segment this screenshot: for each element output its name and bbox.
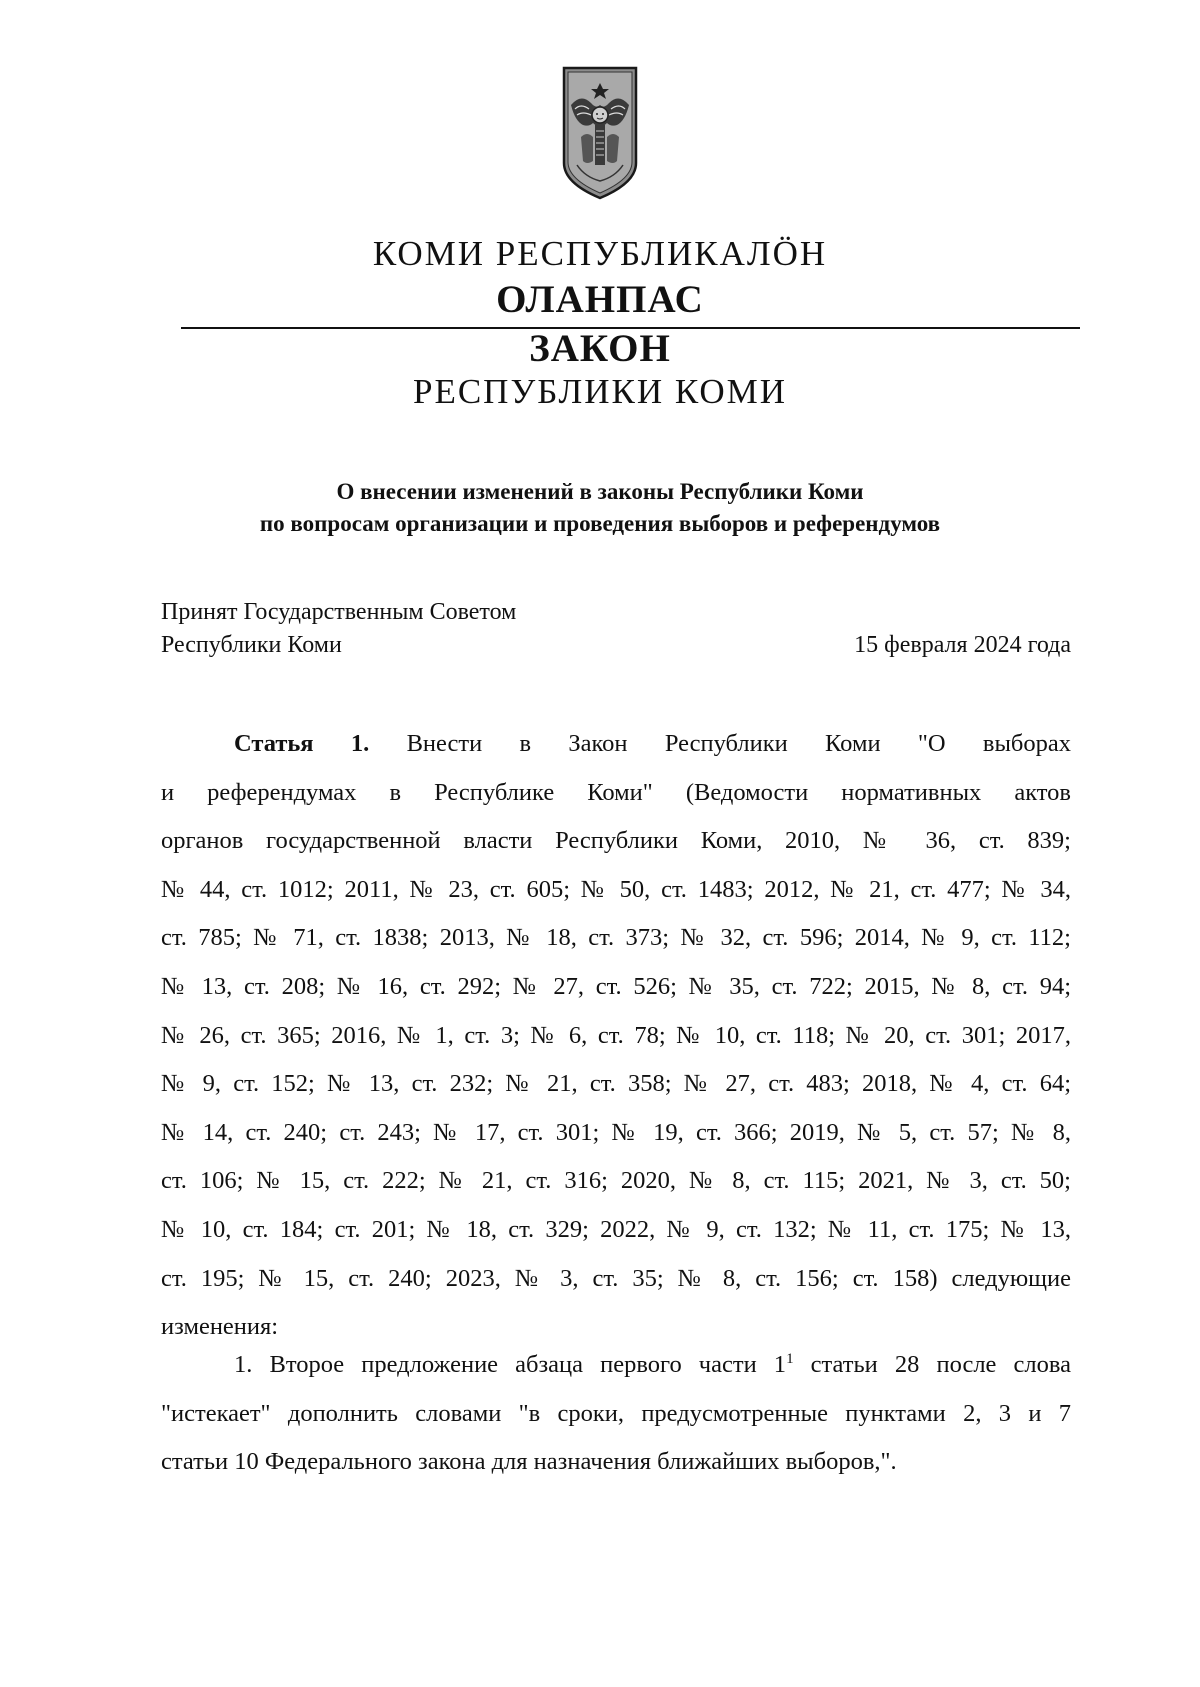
law-title-line-2: по вопросам организации и проведения выборов и референдумов [259,511,941,536]
law-title-line-1: О внесении изменений в законы Республики Коми [336,479,864,504]
article-1-line: № 44, ст. 1012; 2011, № 23, ст. 605; № 50, ст. 1483; 2012, № 21, ст. 477; № 34, [161,875,1071,903]
header-olanpas: ОЛАНПАС [496,278,704,321]
header-republic-name: РЕСПУБЛИКИ КОМИ [412,372,787,411]
article-1-line: № 10, ст. 184; ст. 201; № 18, ст. 329; 2022, № 9, ст. 132; № 11, ст. 175; № 13, [161,1215,1071,1243]
adopted-by-line-1: Принят Государственным Советом [161,599,517,625]
article-1-line: ст. 195; № 15, ст. 240; 2023, № 3, ст. 35; № 8, ст. 156; ст. 158) следующие [161,1264,1071,1292]
item-1-paragraph [161,1341,1071,1487]
header-komi-language-name: КОМИ РЕСПУБЛИКАЛӦН [372,234,828,273]
header-zakon: ЗАКОН [529,327,671,370]
item-1-line: "истекает" дополнить словами "в сроки, предусмотренные пунктами 2, 3 и 7 [161,1399,1071,1427]
article-1-line: органов государственной власти Республики Коми, 2010, № 36, ст. 839; [161,827,1071,855]
article-1-line: ст. 785; № 71, ст. 1838; 2013, № 18, ст. 373; № 32, ст. 596; 2014, № 9, ст. 112; [161,924,1071,952]
item-1-line: 1. Второе предложение абзаца первого части $1^1$ статьи 28 после слова [234,1350,1072,1378]
article-1-line: № 26, ст. 365; 2016, № 1, ст. 3; № 6, ст. 78; № 10, ст. 118; № 20, ст. 301; 2017, [161,1021,1071,1049]
adopted-by-line-2: Республики Коми [161,632,342,658]
article-1-line: № 13, ст. 208; № 16, ст. 292; № 27, ст. 526; № 35, ст. 722; 2015, № 8, ст. 94; [161,972,1071,1000]
article-1-line: Статья 1. Внести в Закон Республики Коми "О выборах [234,730,1071,757]
article-1-line: ст. 106; № 15, ст. 222; № 21, ст. 316; 2020, № 8, ст. 115; 2021, № 3, ст. 50; [161,1167,1071,1195]
article-1-line: № 14, ст. 240; ст. 243; № 17, ст. 301; № 19, ст. 366; 2019, № 5, ст. 57; № 8, [161,1118,1071,1146]
superscript-number: 1 [786,1350,794,1367]
coat-of-arms-emblem [561,65,639,201]
article-1-label: Статья 1. [234,730,370,757]
item-1-line: статьи 10 Федерального закона для назначения ближайших выборов,". [161,1448,897,1476]
adoption-date: 15 февраля 2024 года [854,632,1071,658]
article-1-line: № 9, ст. 152; № 13, ст. 232; № 21, ст. 358; № 27, ст. 483; 2018, № 4, ст. 64; [161,1070,1071,1098]
article-1-line: и референдумах в Республике Коми" (Ведомости нормативных актов [161,778,1071,806]
article-1-line: изменения: [161,1313,279,1341]
article-1-paragraph [161,720,1071,1352]
